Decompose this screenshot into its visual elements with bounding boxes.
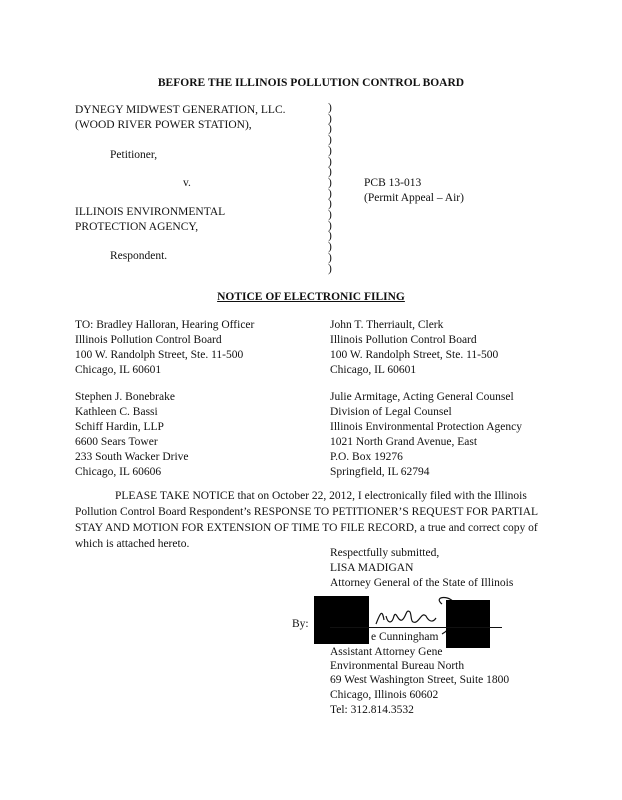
signature-line	[330, 627, 502, 628]
respondent-name-line1: ILLINOIS ENVIRONMENTAL	[75, 206, 226, 218]
address-line1: 69 West Washington Street, Suite 1800	[330, 674, 510, 686]
recipient-line: Schiff Hardin, LLP	[75, 421, 164, 433]
recipient-line: Chicago, IL 60601	[330, 364, 417, 376]
document-title: BEFORE THE ILLINOIS POLLUTION CONTROL BOARD	[157, 77, 465, 89]
recipient-line: 233 South Wacker Drive	[75, 451, 189, 463]
notice-heading: NOTICE OF ELECTRONIC FILING	[217, 291, 405, 303]
recipient-line: Illinois Environmental Protection Agency	[330, 421, 522, 433]
signer-name-partial: e Cunningham	[371, 631, 439, 643]
recipient-line: Julie Armitage, Acting General Counsel	[330, 391, 514, 403]
bracket: )	[328, 251, 332, 264]
redaction-box	[314, 596, 369, 644]
recipient-line: John T. Therriault, Clerk	[330, 319, 444, 331]
case-number: PCB 13-013	[364, 177, 422, 189]
bracket: )	[328, 112, 332, 125]
petitioner-label: Petitioner,	[110, 149, 158, 161]
recipient-line: TO: Bradley Halloran, Hearing Officer	[75, 319, 255, 331]
petitioner-name-line1: DYNEGY MIDWEST GENERATION, LLC.	[75, 104, 286, 116]
recipient-line: 100 W. Randolph Street, Ste. 11-500	[75, 349, 244, 361]
signer-title-partial: Assistant Attorney Gene	[330, 646, 443, 658]
petitioner-name-line2: (WOOD RIVER POWER STATION),	[75, 119, 252, 131]
bracket: )	[328, 102, 332, 114]
recipient-line: Chicago, IL 60601	[75, 364, 162, 376]
case-type: (Permit Appeal – Air)	[364, 192, 464, 204]
signer-org-name: LISA MADIGAN	[330, 562, 414, 574]
respondent-name-line2: PROTECTION AGENCY,	[75, 221, 199, 233]
recipient-line: Chicago, IL 60606	[75, 466, 162, 478]
recipient-line: Illinois Pollution Control Board	[330, 334, 477, 346]
signer-org-title: Attorney General of the State of Illinois	[330, 577, 514, 589]
address-line2: Chicago, Illinois 60602	[330, 689, 439, 701]
recipient-line: Stephen J. Bonebrake	[75, 391, 175, 403]
recipient-line: 100 W. Randolph Street, Ste. 11-500	[330, 349, 499, 361]
bracket: )	[328, 144, 332, 157]
recipient-line: 1021 North Grand Avenue, East	[330, 436, 478, 448]
bracket: )	[328, 262, 332, 275]
recipient-line: Division of Legal Counsel	[330, 406, 452, 418]
closing: Respectfully submitted,	[330, 547, 440, 559]
bureau: Environmental Bureau North	[330, 660, 465, 672]
bracket: )	[328, 123, 332, 136]
recipient-line: Springfield, IL 62794	[330, 466, 430, 478]
bracket: )	[328, 155, 332, 168]
bracket: )	[328, 198, 332, 211]
notice-body-paragraph: PLEASE TAKE NOTICE that on October 22, 2012, I electronically filed with the Illinois Pollution Control Board Respondent’s RESPONSE TO PETITIONER’S REQUEST FOR PARTIAL STAY AND MOTION FOR EXTENSION OF TIME TO FILE RECORD, a true and correct copy of which is attached hereto.	[75, 490, 538, 550]
phone: Tel: 312.814.3532	[330, 704, 414, 716]
recipient-line: Illinois Pollution Control Board	[75, 334, 222, 346]
bracket: )	[328, 187, 332, 200]
bracket: )	[328, 230, 332, 243]
bracket: )	[328, 134, 332, 147]
recipient-line: 6600 Sears Tower	[75, 436, 158, 448]
respondent-label: Respondent.	[110, 250, 168, 262]
recipient-line: P.O. Box 19276	[330, 451, 403, 463]
recipient-line: Kathleen C. Bassi	[75, 406, 158, 418]
bracket: )	[328, 209, 332, 222]
versus: v.	[183, 177, 191, 189]
bracket: )	[328, 219, 332, 232]
bracket: )	[328, 176, 332, 189]
redaction-box	[446, 600, 490, 648]
caption-bracket-column	[328, 103, 332, 274]
by-label: By:	[292, 618, 309, 630]
bracket: )	[328, 241, 332, 254]
bracket: )	[328, 166, 332, 179]
